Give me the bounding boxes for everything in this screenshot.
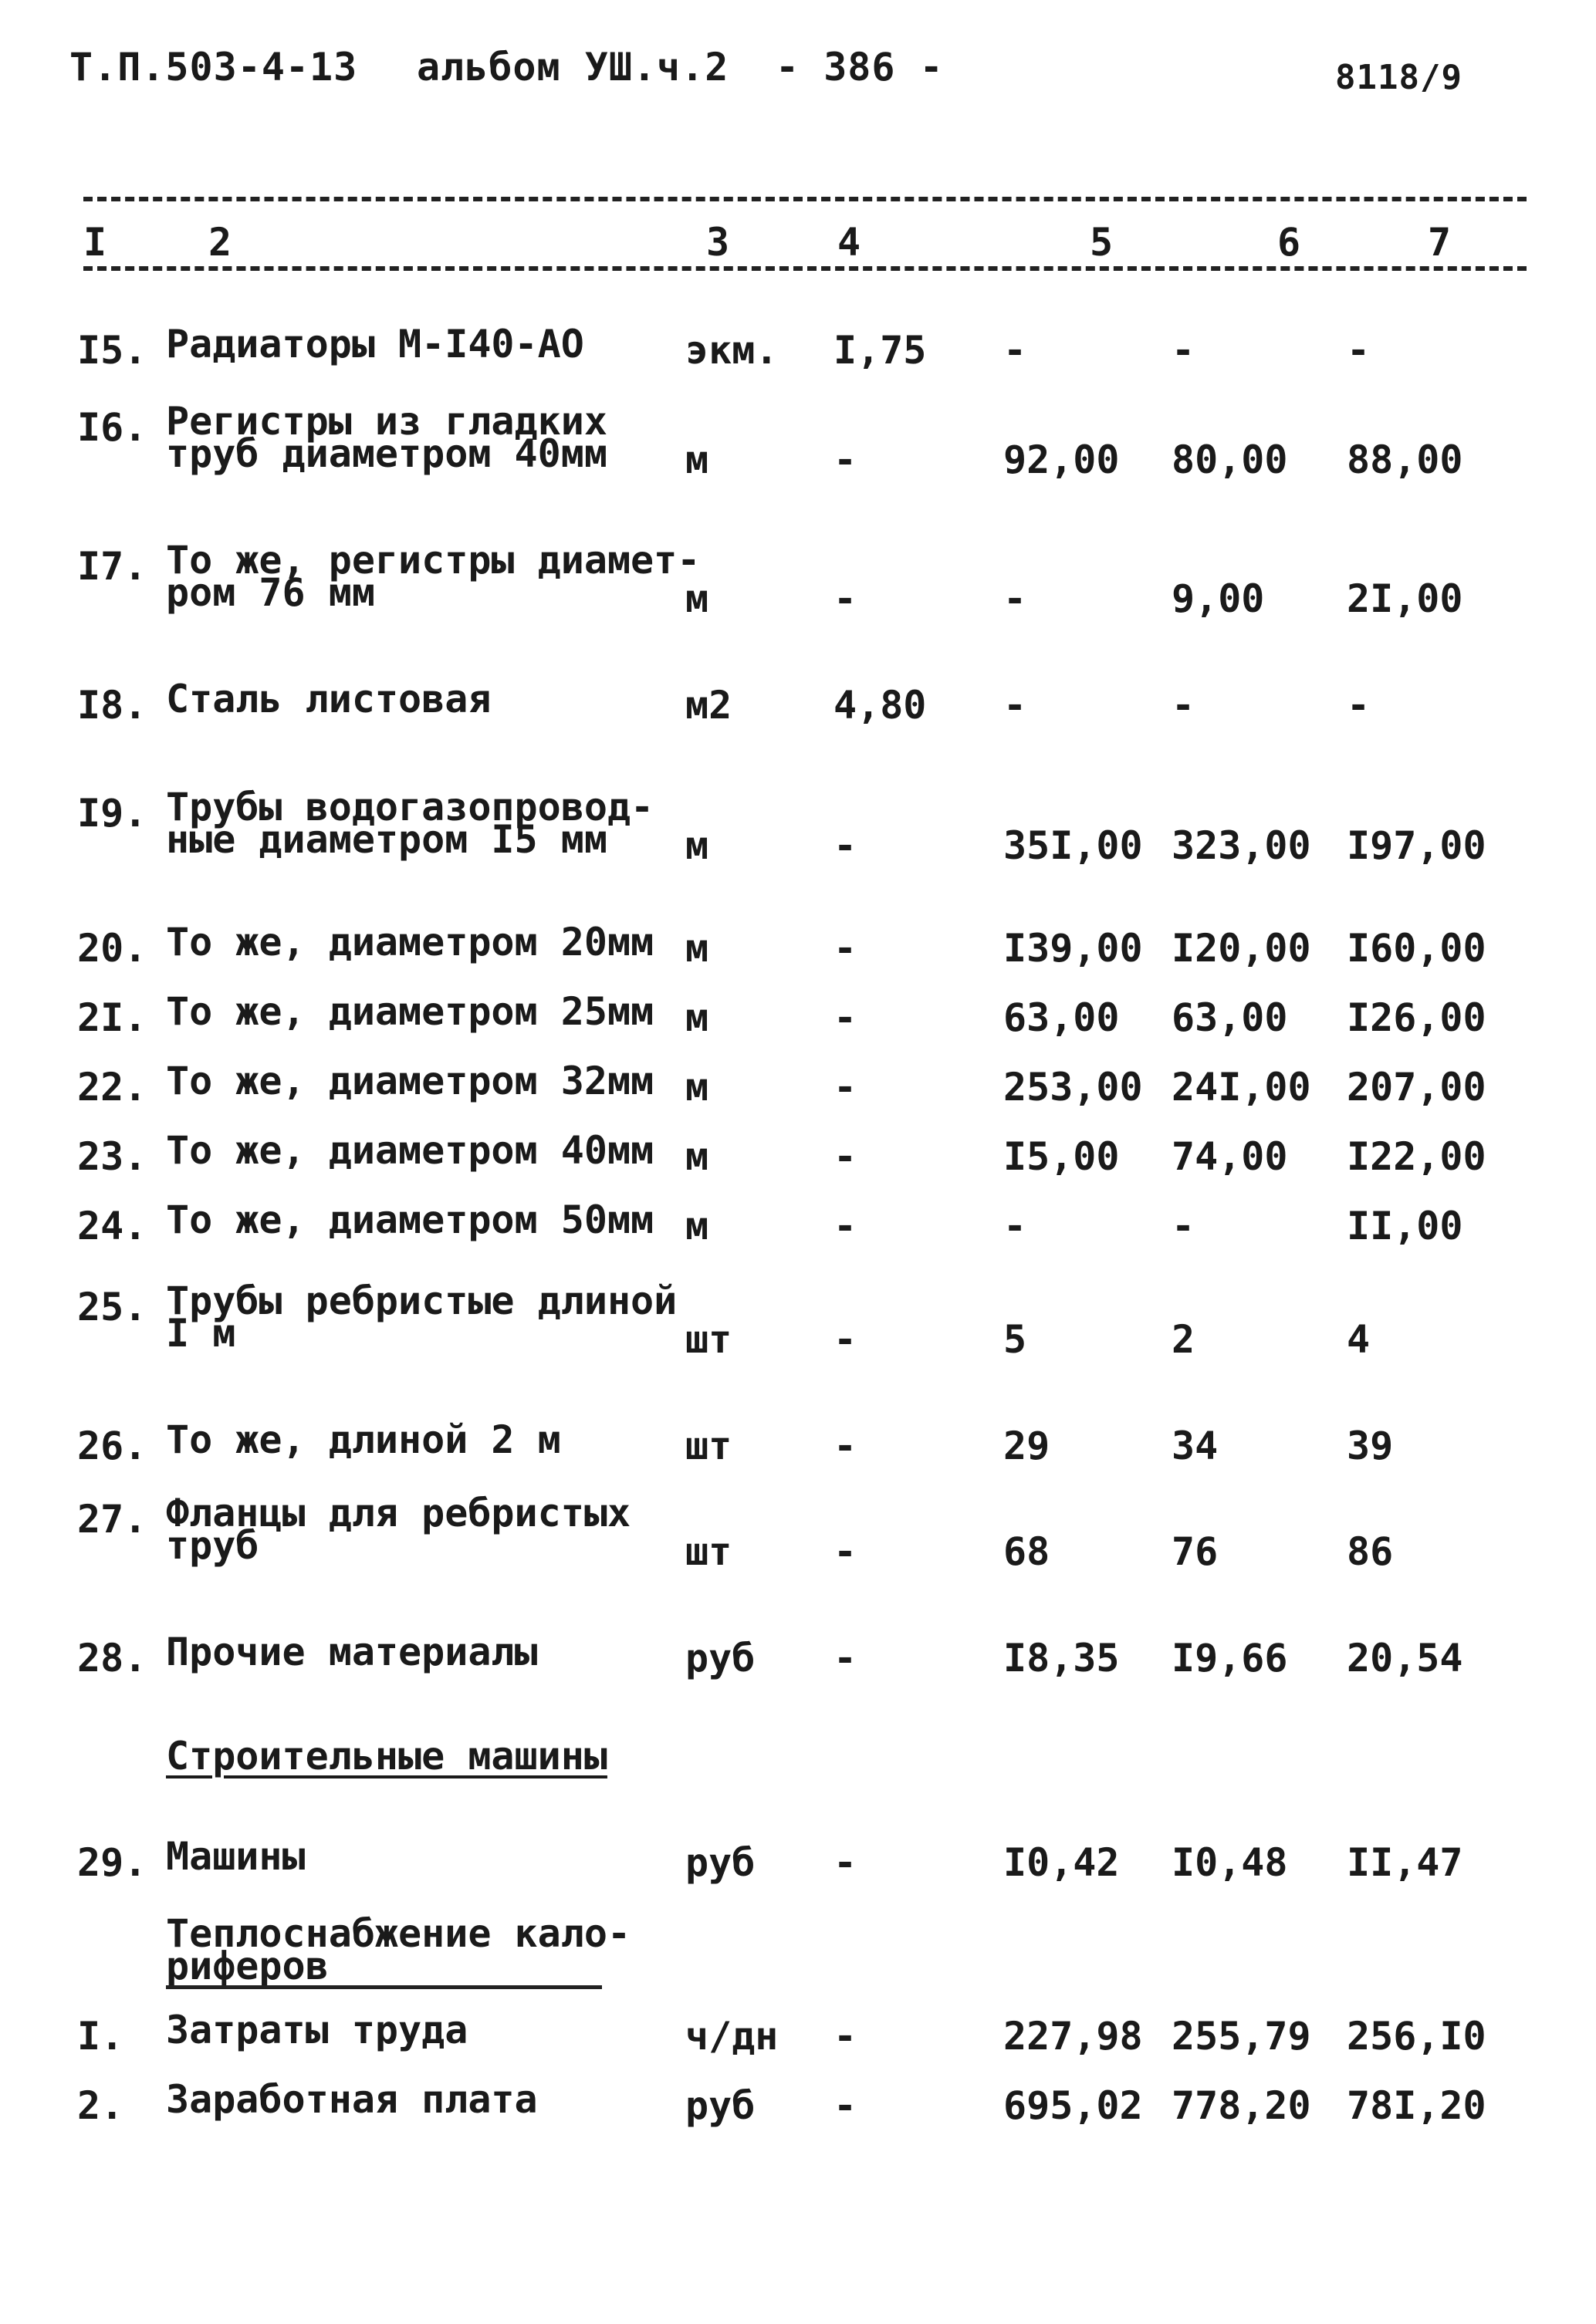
row-col4: I,75 xyxy=(834,328,927,373)
row-col6: - xyxy=(1172,328,1195,373)
row-col7: I26,00 xyxy=(1347,995,1486,1040)
row-col5: - xyxy=(1003,328,1027,373)
row-col7: 4 xyxy=(1347,1317,1371,1362)
row-col4: - xyxy=(834,1204,857,1248)
row-col7: - xyxy=(1347,683,1371,728)
row-unit: м xyxy=(685,1065,709,1110)
column-number-7: 7 xyxy=(1428,220,1452,265)
column-number-2: 2 xyxy=(208,220,232,265)
row-col7: 39 xyxy=(1347,1424,1394,1468)
row-col7: I97,00 xyxy=(1347,823,1486,868)
row-col4: - xyxy=(834,2083,857,2128)
row-number: I6. xyxy=(77,405,147,450)
row-unit: м2 xyxy=(685,683,732,728)
row-name: То же, регистры диамет- ром 76 мм xyxy=(166,538,701,615)
row-col6: 255,79 xyxy=(1172,2014,1311,2059)
row-col5: 68 xyxy=(1003,1529,1050,1574)
row-unit: шт xyxy=(685,1529,732,1574)
row-name: Радиаторы М-I40-АО xyxy=(166,322,584,367)
row-number: 23. xyxy=(77,1134,147,1179)
row-col4: - xyxy=(834,1636,857,1681)
row-col4: - xyxy=(834,823,857,868)
row-unit: экм. xyxy=(685,328,779,373)
row-name: Сталь листовая xyxy=(166,677,492,721)
header-rule-bottom xyxy=(83,266,1527,271)
sheet-number: 8118/9 xyxy=(1335,58,1462,97)
row-name: То же, диаметром 25мм xyxy=(166,989,654,1034)
row-number: 27. xyxy=(77,1497,147,1542)
row-unit: шт xyxy=(685,1424,732,1468)
row-col7: I22,00 xyxy=(1347,1134,1486,1179)
row-col7: II,00 xyxy=(1347,1204,1463,1248)
row-unit: руб xyxy=(685,1636,756,1681)
row-col6: - xyxy=(1172,1204,1195,1248)
row-col7: 2I,00 xyxy=(1347,576,1463,621)
row-unit: шт xyxy=(685,1317,732,1362)
section-heading-machines: Строительные машины xyxy=(166,1734,607,1778)
row-col5: 695,02 xyxy=(1003,2083,1143,2128)
row-col7: 256,I0 xyxy=(1347,2014,1486,2059)
row-col5: 92,00 xyxy=(1003,437,1120,482)
row-name: Машины xyxy=(166,1834,306,1879)
section-heading-heating: Теплоснабжение кало- риферов xyxy=(166,1911,631,1988)
row-col6: 2 xyxy=(1172,1317,1195,1362)
row-unit: руб xyxy=(685,2083,756,2128)
row-col4: - xyxy=(834,995,857,1040)
row-col6: 76 xyxy=(1172,1529,1219,1574)
row-name: Фланцы для ребристых труб xyxy=(166,1491,631,1568)
row-number: 24. xyxy=(77,1204,147,1248)
column-number-5: 5 xyxy=(1090,220,1114,265)
row-col5: 63,00 xyxy=(1003,995,1120,1040)
row-number: I7. xyxy=(77,544,147,589)
row-name: То же, диаметром 32мм xyxy=(166,1059,654,1103)
row-name: Трубы ребристые длиной I м xyxy=(166,1279,678,1356)
row-unit: м xyxy=(685,1134,709,1179)
row-col6: 24I,00 xyxy=(1172,1065,1311,1110)
row-col5: 29 xyxy=(1003,1424,1050,1468)
row-col5: I8,35 xyxy=(1003,1636,1120,1681)
row-name: Трубы водогазопровод- ные диаметром I5 мм xyxy=(166,785,654,862)
row-number: 25. xyxy=(77,1285,147,1329)
row-name: Заработная плата xyxy=(166,2077,538,2122)
row-col7: I60,00 xyxy=(1347,926,1486,971)
row-number: I. xyxy=(77,2014,124,2059)
column-number-6: 6 xyxy=(1277,220,1301,265)
row-col4: - xyxy=(834,1529,857,1574)
row-col5: 5 xyxy=(1003,1317,1027,1362)
row-name: Затраты труда xyxy=(166,2008,468,2052)
row-col5: - xyxy=(1003,576,1027,621)
row-col6: I9,66 xyxy=(1172,1636,1288,1681)
row-col4: - xyxy=(834,1840,857,1885)
row-col6: I20,00 xyxy=(1172,926,1311,971)
row-number: 28. xyxy=(77,1636,147,1681)
row-number: 2. xyxy=(77,2083,124,2128)
row-number: I9. xyxy=(77,791,147,836)
row-col7: 207,00 xyxy=(1347,1065,1486,1110)
row-unit: м xyxy=(685,1204,709,1248)
row-col6: 778,20 xyxy=(1172,2083,1311,2128)
row-name: То же, длиной 2 м xyxy=(166,1417,561,1462)
row-col4: - xyxy=(834,1134,857,1179)
column-number-1: I xyxy=(83,220,107,265)
row-col5: - xyxy=(1003,683,1027,728)
row-unit: м xyxy=(685,437,709,482)
header-rule-top xyxy=(83,197,1527,201)
row-name: То же, диаметром 40мм xyxy=(166,1128,654,1173)
row-number: 2I. xyxy=(77,995,147,1040)
row-col4: 4,80 xyxy=(834,683,927,728)
row-number: 22. xyxy=(77,1065,147,1110)
row-unit: м xyxy=(685,823,709,868)
row-col7: - xyxy=(1347,328,1371,373)
row-col7: II,47 xyxy=(1347,1840,1463,1885)
row-col4: - xyxy=(834,926,857,971)
row-col5: 253,00 xyxy=(1003,1065,1143,1110)
album-reference: альбом УШ.ч.2 xyxy=(417,45,729,90)
row-name: Прочие материалы xyxy=(166,1630,538,1674)
row-number: I5. xyxy=(77,328,147,373)
row-col5: I5,00 xyxy=(1003,1134,1120,1179)
row-unit: ч/дн xyxy=(685,2014,779,2059)
row-unit: м xyxy=(685,926,709,971)
row-unit: м xyxy=(685,576,709,621)
row-col4: - xyxy=(834,437,857,482)
column-number-4: 4 xyxy=(837,220,861,265)
row-col6: - xyxy=(1172,683,1195,728)
row-col6: 323,00 xyxy=(1172,823,1311,868)
row-unit: м xyxy=(685,995,709,1040)
row-col7: 20,54 xyxy=(1347,1636,1463,1681)
row-col7: 78I,20 xyxy=(1347,2083,1486,2128)
row-col4: - xyxy=(834,1317,857,1362)
row-col6: 63,00 xyxy=(1172,995,1288,1040)
row-col4: - xyxy=(834,576,857,621)
row-col7: 86 xyxy=(1347,1529,1394,1574)
row-col6: 74,00 xyxy=(1172,1134,1288,1179)
column-number-3: 3 xyxy=(706,220,730,265)
row-col4: - xyxy=(834,1065,857,1110)
row-col7: 88,00 xyxy=(1347,437,1463,482)
section-underline xyxy=(166,1985,602,1989)
row-col6: 80,00 xyxy=(1172,437,1288,482)
row-col6: I0,48 xyxy=(1172,1840,1288,1885)
row-col6: 9,00 xyxy=(1172,576,1265,621)
document-code: Т.П.503-4-13 xyxy=(69,45,358,90)
row-col5: I39,00 xyxy=(1003,926,1143,971)
row-unit: руб xyxy=(685,1840,756,1885)
row-name: То же, диаметром 50мм xyxy=(166,1197,654,1242)
row-col5: - xyxy=(1003,1204,1027,1248)
row-number: 29. xyxy=(77,1840,147,1885)
row-col4: - xyxy=(834,2014,857,2059)
row-name: Регистры из гладких труб диаметром 40мм xyxy=(166,399,607,476)
row-name: То же, диаметром 20мм xyxy=(166,920,654,964)
row-col6: 34 xyxy=(1172,1424,1219,1468)
row-col4: - xyxy=(834,1424,857,1468)
row-col5: I0,42 xyxy=(1003,1840,1120,1885)
row-number: I8. xyxy=(77,683,147,728)
row-col5: 35I,00 xyxy=(1003,823,1143,868)
row-col5: 227,98 xyxy=(1003,2014,1143,2059)
page-number: - 386 - xyxy=(776,45,944,90)
row-number: 20. xyxy=(77,926,147,971)
row-number: 26. xyxy=(77,1424,147,1468)
